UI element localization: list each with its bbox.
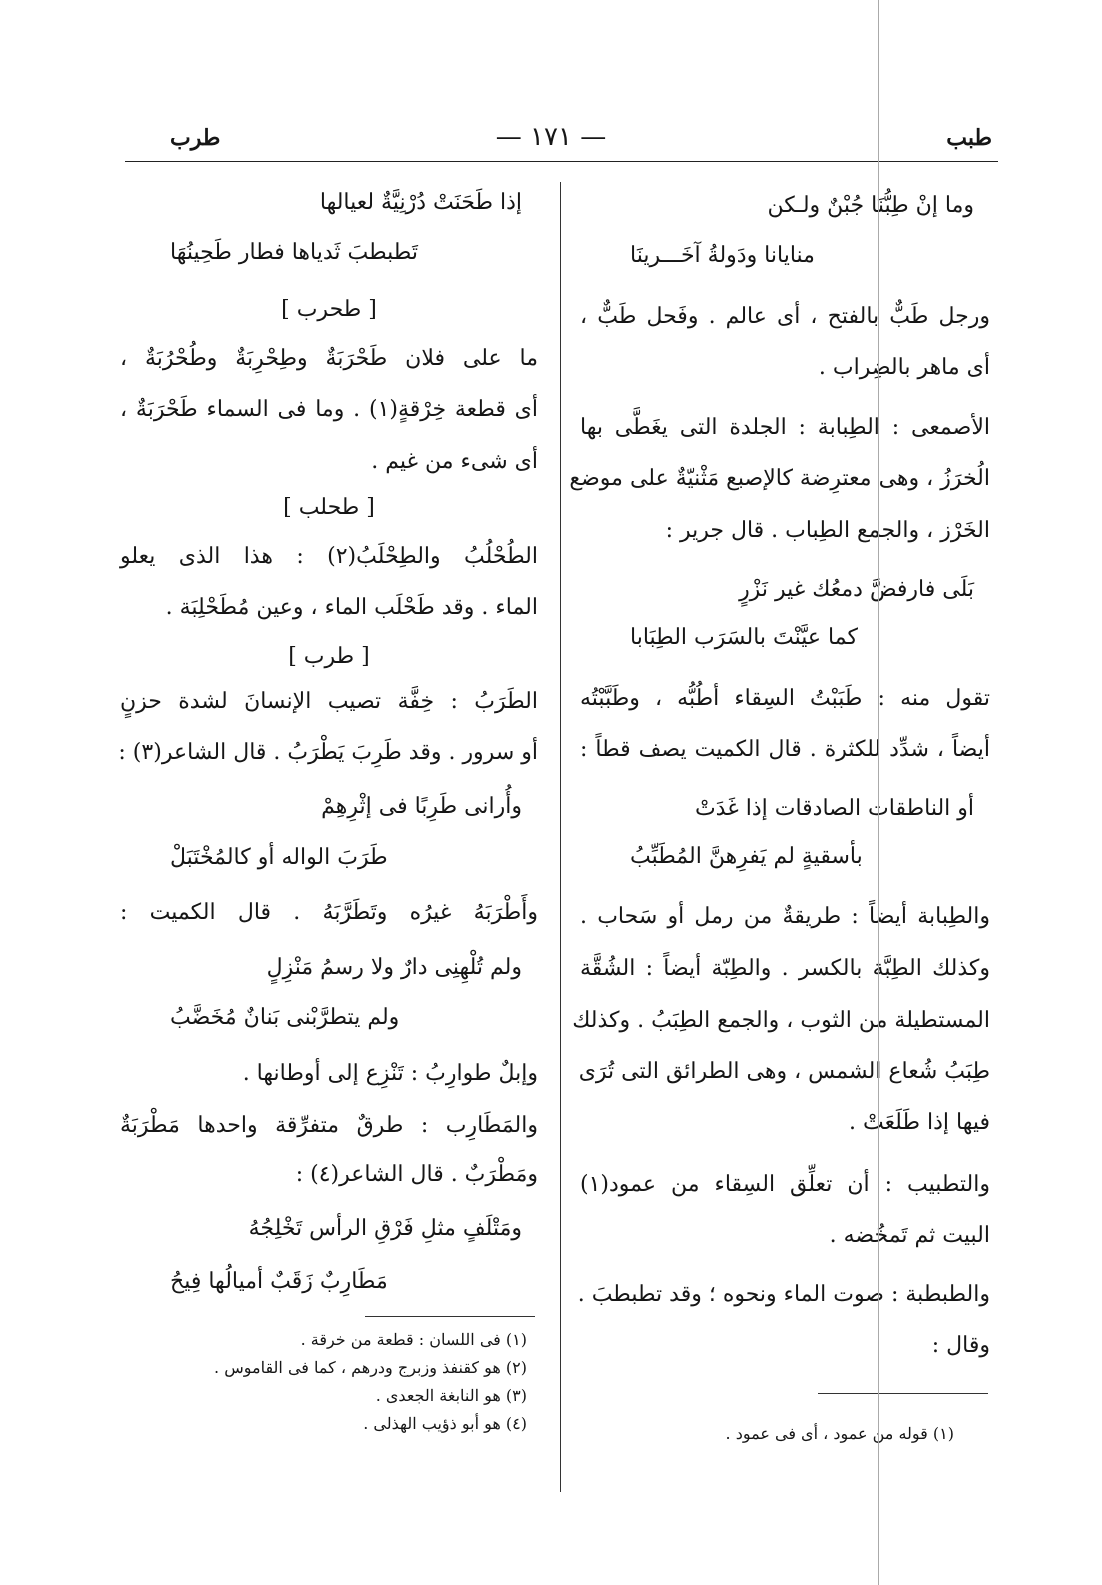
text-line: ولم تُلْهِنِى دارٌ ولا رسمُ مَنْزِلٍ	[266, 955, 522, 980]
text-line: ومَطْرَبٌ . قال الشاعر(٤) :	[295, 1162, 538, 1187]
text-line: أو سرور . وقد طَرِبَ يَطْرَبُ . قال الشاعر(٣) :	[118, 740, 538, 765]
text-line: ولم يتطرَّبْنى بَنانٌ مُخَضَّبُ	[170, 1005, 400, 1030]
text-line: تقول منه : طَبَبْتُ السِقاء أطُبُّه ، وطَبَّبْتُه	[580, 686, 990, 711]
header-root-left: طرب	[170, 125, 221, 151]
footnote-rule	[365, 1316, 535, 1317]
text-line: تَطبطبَ ثَدياها فطار طَحِينُهَا	[170, 240, 418, 265]
text-line: البيت ثم تَمخُضه .	[829, 1223, 990, 1248]
entry-heading: [ طرب ]	[288, 644, 370, 669]
header-root-right: طبب	[946, 125, 992, 151]
text-line: الطُحْلُبُ والطِحْلَبُ(٢) : هذا الذى يعلو	[120, 544, 538, 569]
text-line: كما عيَّنْتَ بالسَرَب الطِبَابا	[630, 625, 858, 650]
footnote-rule	[818, 1393, 988, 1394]
text-line: وأَطْرَبَهُ غيرُه وتَطَرَّبَهُ . قال الكميت :	[120, 900, 538, 925]
text-line: بأسقيةٍ لم يَفرِهنَّ المُطَبِّبُ	[630, 844, 863, 869]
text-line: طِبَبُ شُعاع الشمس ، وهى الطرائق التى تُرَى	[578, 1059, 990, 1084]
footnote: (١) قوله من عمود ، أى فى عمود .	[725, 1424, 954, 1443]
text-line: الماء . وقد طَحْلَب الماء ، وعين مُطَحْلِبَة .	[165, 595, 538, 620]
text-line: المستطيلة من الثوب ، والجمع الطِبَبُ . وكذلك	[572, 1008, 990, 1033]
text-line: أو الناطقات الصادقات إذا غَدَتْ	[694, 796, 974, 821]
text-line: والطبطبة : صوت الماء ونحوه ؛ وقد تطبطبَ .	[577, 1282, 990, 1307]
scan-fold-line	[878, 0, 879, 1585]
text-line: فيها إذا طَلَعَتْ .	[848, 1110, 990, 1135]
entry-heading: [ طحرب ]	[281, 297, 377, 322]
text-line: وما إنْ طِبُّنَا جُبْنٌ ولـكن	[767, 193, 974, 218]
text-line: ومَتْلَفٍ مثلِ فَرْقِ الرأس تَخْلِجُهُ	[248, 1216, 522, 1241]
text-line: الُخرَزُ ، وهى معترِضة كالإصبع مَثْنيّةٌ على موضع	[569, 466, 990, 491]
column-divider	[560, 182, 561, 1492]
text-line: أيضاً ، شدِّد للكثرة . قال الكميت يصف قطاً :	[580, 737, 990, 762]
text-line: والتطبيب : أن تعلِّق السِقاء من عمود(١)	[580, 1172, 990, 1197]
text-line: وكذلك الطِبَّة بالكسر . والطِبّة أيضاً : الشُقَّة	[580, 956, 990, 981]
text-line: إذا طَحَنَتْ دُرْنِيَّةٌ لعيالها	[319, 190, 522, 215]
text-line: الخَرْز ، والجمع الطِباب . قال جرير :	[665, 518, 990, 543]
text-line: الأصمعى : الطِبابة : الجلدة التى يغَطَّى بها	[580, 415, 990, 440]
text-line: أى شىء من غيم .	[371, 449, 538, 474]
footnote: (١) فى اللسان : قطعة من خرقة .	[300, 1330, 527, 1349]
text-line: ورجل طَبٌّ بالفتح ، أى عالم . وفَحل طَبٌّ ،	[580, 304, 990, 329]
text-line: والمَطَارِب : طرقٌ متفرِّقة واحدها مَطْرَبَةٌ	[120, 1113, 538, 1138]
footnote: (٢) هو كقنفذ وزبرج ودرهم ، كما فى القاموس .	[214, 1358, 527, 1377]
text-line: ما على فلان طَحْرَبَةٌ وطِحْرِبَةٌ وطُحْرُبَةٌ ،	[120, 346, 538, 371]
text-line: أى ماهر بالضِراب .	[818, 355, 990, 380]
text-line: مَطَارِبٌ زَقَبٌ أميالُها فِيحُ	[170, 1269, 388, 1294]
text-line: بَلَى فارفضَّ دمعُك غير نَزْرٍ	[739, 577, 974, 602]
footnote: (٣) هو النابغة الجعدى .	[375, 1386, 527, 1405]
text-line: وقال :	[931, 1333, 990, 1358]
text-line: أى قطعة خِرْقةٍ(١) . وما فى السماء طَحْرَبَةٌ ،	[120, 397, 538, 422]
entry-heading: [ طحلب ]	[283, 495, 375, 520]
page-number: — ١٧١ —	[495, 122, 607, 152]
text-line: وأُرانى طَرِبًا فى إثْرِهِمْ	[321, 794, 522, 819]
text-line: وإبلٌ طوارِبُ : تَنْزِع إلى أوطانها .	[242, 1061, 538, 1086]
text-line: الطَرَبُ : خِفَّة تصيب الإنسانَ لشدة حزنٍ	[120, 689, 538, 714]
text-line: طَرَبَ الواله أو كالمُخْتَبَلْ	[170, 845, 388, 870]
text-line: منايانا ودَولةُ آخَـــرينَا	[630, 243, 815, 268]
text-line: والطِبابة أيضاً : طريقةٌ من رمل أو سَحاب .	[580, 904, 990, 929]
footnote: (٤) هو أبو ذؤيب الهذلى .	[363, 1414, 527, 1433]
header-rule	[125, 161, 998, 162]
